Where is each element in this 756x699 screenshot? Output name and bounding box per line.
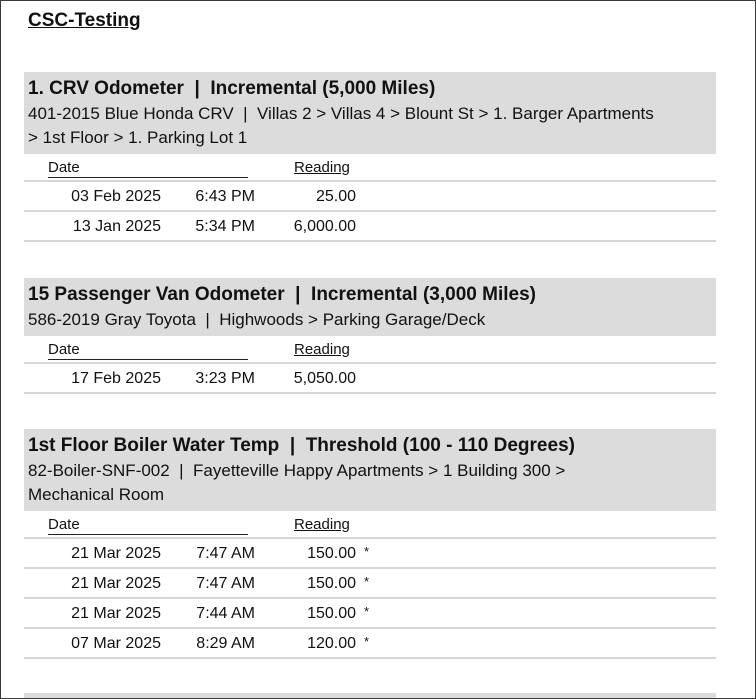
reading-column-header: Reading xyxy=(294,516,350,533)
reading-time: 6:43 PM xyxy=(195,188,255,205)
reading-time: 7:47 AM xyxy=(196,545,255,562)
meter-header xyxy=(24,278,716,336)
date-column-header: Date xyxy=(48,341,248,360)
reading-row xyxy=(24,629,716,659)
reading-row xyxy=(24,599,716,629)
out-of-range-flag: * xyxy=(364,634,370,649)
reading-time: 7:44 AM xyxy=(196,605,255,622)
reading-value: 25.00 xyxy=(315,188,356,205)
reading-row xyxy=(24,212,716,242)
reading-value: 150.00 xyxy=(307,605,356,622)
date-column-header: Date xyxy=(48,516,248,535)
meter-header xyxy=(24,429,716,511)
column-header xyxy=(24,511,716,539)
reading-time: 8:29 AM xyxy=(196,635,255,652)
reading-column-header: Reading xyxy=(294,159,350,176)
reading-time: 5:34 PM xyxy=(195,218,255,235)
reading-value: 5,050.00 xyxy=(293,370,356,387)
meter-section xyxy=(24,278,716,394)
column-header xyxy=(24,154,716,182)
meter-title: 1. CRV Odometer | Incremental (5,000 Miles) xyxy=(28,78,436,99)
meter-location-line: 82-Boiler-SNF-002 | Fayetteville Happy Apartments > 1 Building 300 > xyxy=(28,461,566,480)
reading-date: 07 Mar 2025 xyxy=(71,635,161,652)
reading-value: 150.00 xyxy=(307,575,356,592)
meter-location-line: > 1st Floor > 1. Parking Lot 1 xyxy=(28,128,248,147)
reading-row xyxy=(24,364,716,394)
date-column-header: Date xyxy=(48,159,248,178)
meter-title: 15 Passenger Van Odometer | Incremental (3,000 Miles) xyxy=(28,284,536,305)
reading-time: 7:47 AM xyxy=(196,575,255,592)
meter-section xyxy=(24,429,716,659)
reading-date: 13 Jan 2025 xyxy=(72,218,161,235)
reading-time: 3:23 PM xyxy=(195,370,255,387)
meter-section xyxy=(24,72,716,242)
reading-column-header: Reading xyxy=(294,341,350,358)
meter-location-line: Mechanical Room xyxy=(28,485,165,504)
out-of-range-flag: * xyxy=(364,544,370,559)
reading-date: 21 Mar 2025 xyxy=(71,575,161,592)
out-of-range-flag: * xyxy=(364,604,370,619)
reading-row xyxy=(24,569,716,599)
reading-date: 03 Feb 2025 xyxy=(71,188,161,205)
out-of-range-flag: * xyxy=(364,574,370,589)
reading-row xyxy=(24,539,716,569)
meter-title: 1st Floor Boiler Water Temp | Threshold (100 - 110 Degrees) xyxy=(28,435,575,456)
reading-value: 6,000.00 xyxy=(293,218,356,235)
meter-location-line: 586-2019 Gray Toyota | Highwoods > Parking Garage/Deck xyxy=(28,310,486,329)
reading-row xyxy=(24,182,716,212)
report-title: CSC-Testing xyxy=(28,10,141,31)
meter-header xyxy=(24,72,716,154)
reading-value: 150.00 xyxy=(307,545,356,562)
column-header xyxy=(24,336,716,364)
reading-date: 21 Mar 2025 xyxy=(71,545,161,562)
reading-date: 17 Feb 2025 xyxy=(71,370,161,387)
reading-value: 120.00 xyxy=(307,635,356,652)
meter-location-line: 401-2015 Blue Honda CRV | Villas 2 > Villas 4 > Blount St > 1. Barger Apartments xyxy=(28,104,654,123)
reading-date: 21 Mar 2025 xyxy=(71,605,161,622)
next-section-header-edge xyxy=(24,693,716,699)
